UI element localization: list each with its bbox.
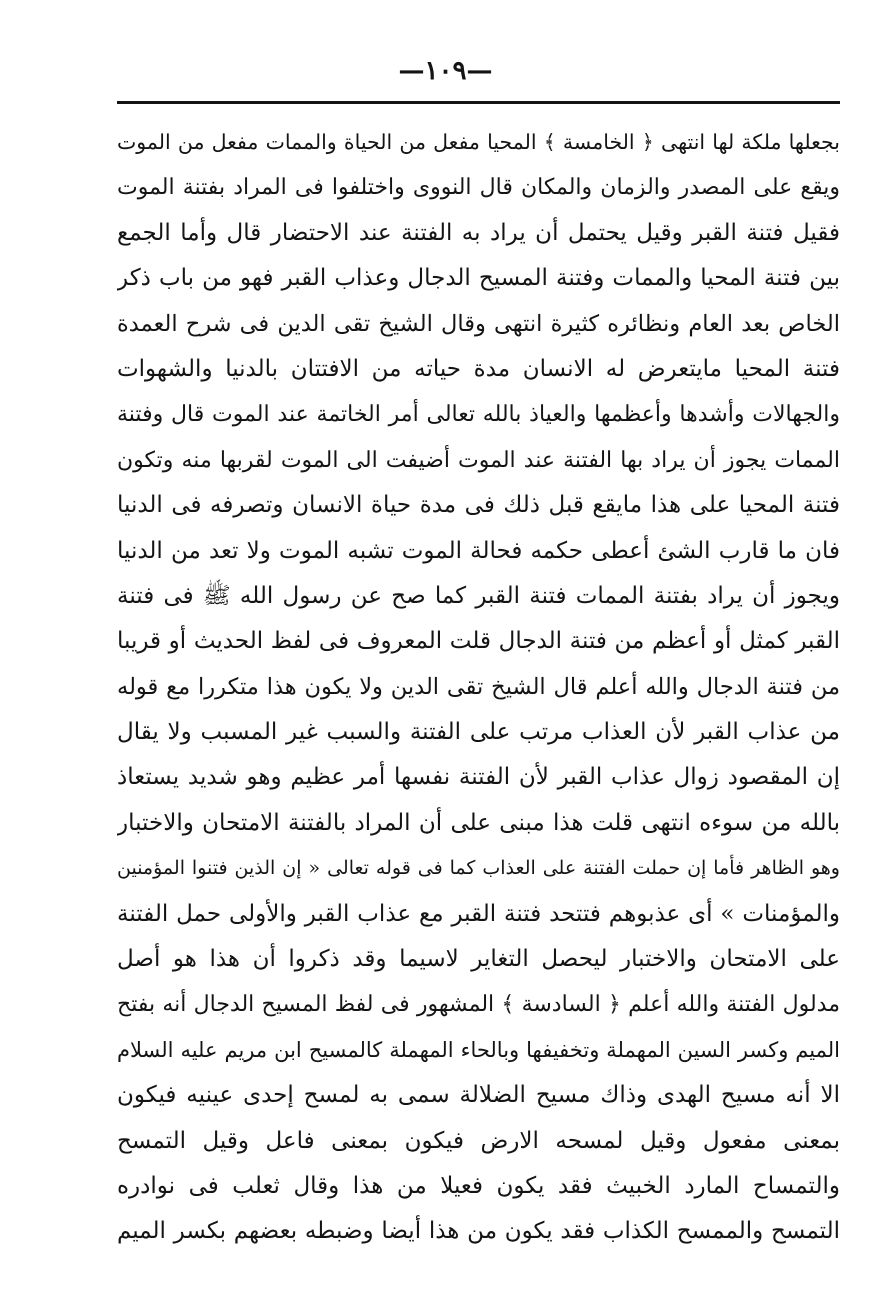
text-line: ويقع على المصدر والزمان والمكان قال النووى واختلفوا فى المراد بفتنة الموت — [117, 175, 840, 201]
text-line: فتنة المحيا على هذا مايقع قبل ذلك فى مدة حياة الانسان وتصرفه فى الدنيا — [117, 492, 840, 519]
text-line: فقيل فتنة القبر وقيل يحتمل أن يراد به الفتنة عند الاحتضار قال وأما الجمع — [117, 219, 840, 246]
text-line: ويجوز أن يراد بفتنة الممات فتنة القبر كما صح عن رسول الله ﷺ فى فتنة — [117, 582, 840, 609]
text-line: فتنة المحيا مايتعرض له الانسان مدة حياته من الافتتان بالدنيا والشهوات — [117, 355, 840, 382]
text-line: الخاص بعد العام ونظائره كثيرة انتهى وقال الشيخ تقى الدين فى شرح العمدة — [117, 310, 840, 337]
text-line: التمسح والممسح الكذاب فقد يكون من هذا أيضا وضبطه بعضهم بكسر الميم — [117, 1218, 840, 1245]
text-line: الممات يجوز أن يراد بها الفتنة عند الموت أضيفت الى الموت لقربها منه وتكون — [117, 447, 840, 473]
text-line: الا أنه مسيح الهدى وذاك مسيح الضلالة سمى به لمسح إحدى عينيه فيكون — [117, 1082, 840, 1109]
text-line: والتمساح المارد الخبيث فقد يكون فعيلا من هذا وقال ثعلب فى نوادره — [117, 1172, 840, 1199]
text-line: فان ما قارب الشئ أعطى حكمه فحالة الموت تشبه الموت ولا تعد من الدنيا — [117, 537, 840, 564]
text-line: بمعنى مفعول وقيل لمسحه الارض فيكون بمعنى فاعل وقيل التمسح — [117, 1127, 840, 1154]
text-line: بين فتنة المحيا والممات وفتنة المسيح الدجال وعذاب القبر فهو من باب ذكر — [117, 265, 840, 292]
body-text — [117, 120, 840, 1255]
text-line: على الامتحان والاختبار ليحصل التغاير لاسيما وقد ذكروا أن هذا هو أصل — [117, 946, 840, 973]
text-line: من فتنة الدجال والله أعلم قال الشيخ تقى الدين ولا يكون هذا متكررا مع قوله — [117, 673, 840, 700]
header-rule — [117, 101, 840, 104]
text-line: القبر كمثل أو أعظم من فتنة الدجال قلت المعروف فى لفظ الحديث أو قريبا — [117, 628, 840, 655]
page-number: —١٠٩— — [398, 56, 493, 86]
text-line: بالله من سوءه انتهى قلت هذا مبنى على أن المراد بالفتنة الامتحان والاختبار — [117, 809, 840, 836]
text-line: إن المقصود زوال عذاب القبر لأن الفتنة نفسها أمر عظيم وهو شديد يستعاذ — [117, 764, 840, 791]
text-line: الميم وكسر السين المهملة وتخفيفها وبالحاء المهملة كالمسيح ابن مريم عليه السلام — [117, 1037, 840, 1062]
text-line: من عذاب القبر لأن العذاب مرتب على الفتنة والسبب غير المسبب ولا يقال — [117, 719, 840, 746]
text-line: والمؤمنات » أى عذبوهم فتتحد فتنة القبر مع عذاب القبر والأولى حمل الفتنة — [117, 900, 840, 927]
text-line: والجهالات وأشدها وأعظمها والعياذ بالله تعالى أمر الخاتمة عند الموت قال وفتنة — [117, 402, 840, 428]
text-line: وهو الظاهر فأما إن حملت الفتنة على العذاب كما فى قوله تعالى « إن الذين فتنوا المؤمنين — [117, 857, 840, 880]
text-line: مدلول الفتنة والله أعلم ﴿ السادسة ﴾ المشهور فى لفظ المسيح الدجال أنه بفتح — [117, 992, 840, 1018]
text-line: بجعلها ملكة لها انتهى ﴿ الخامسة ﴾ المحيا مفعل من الحياة والممات مفعل من الموت — [117, 130, 840, 154]
